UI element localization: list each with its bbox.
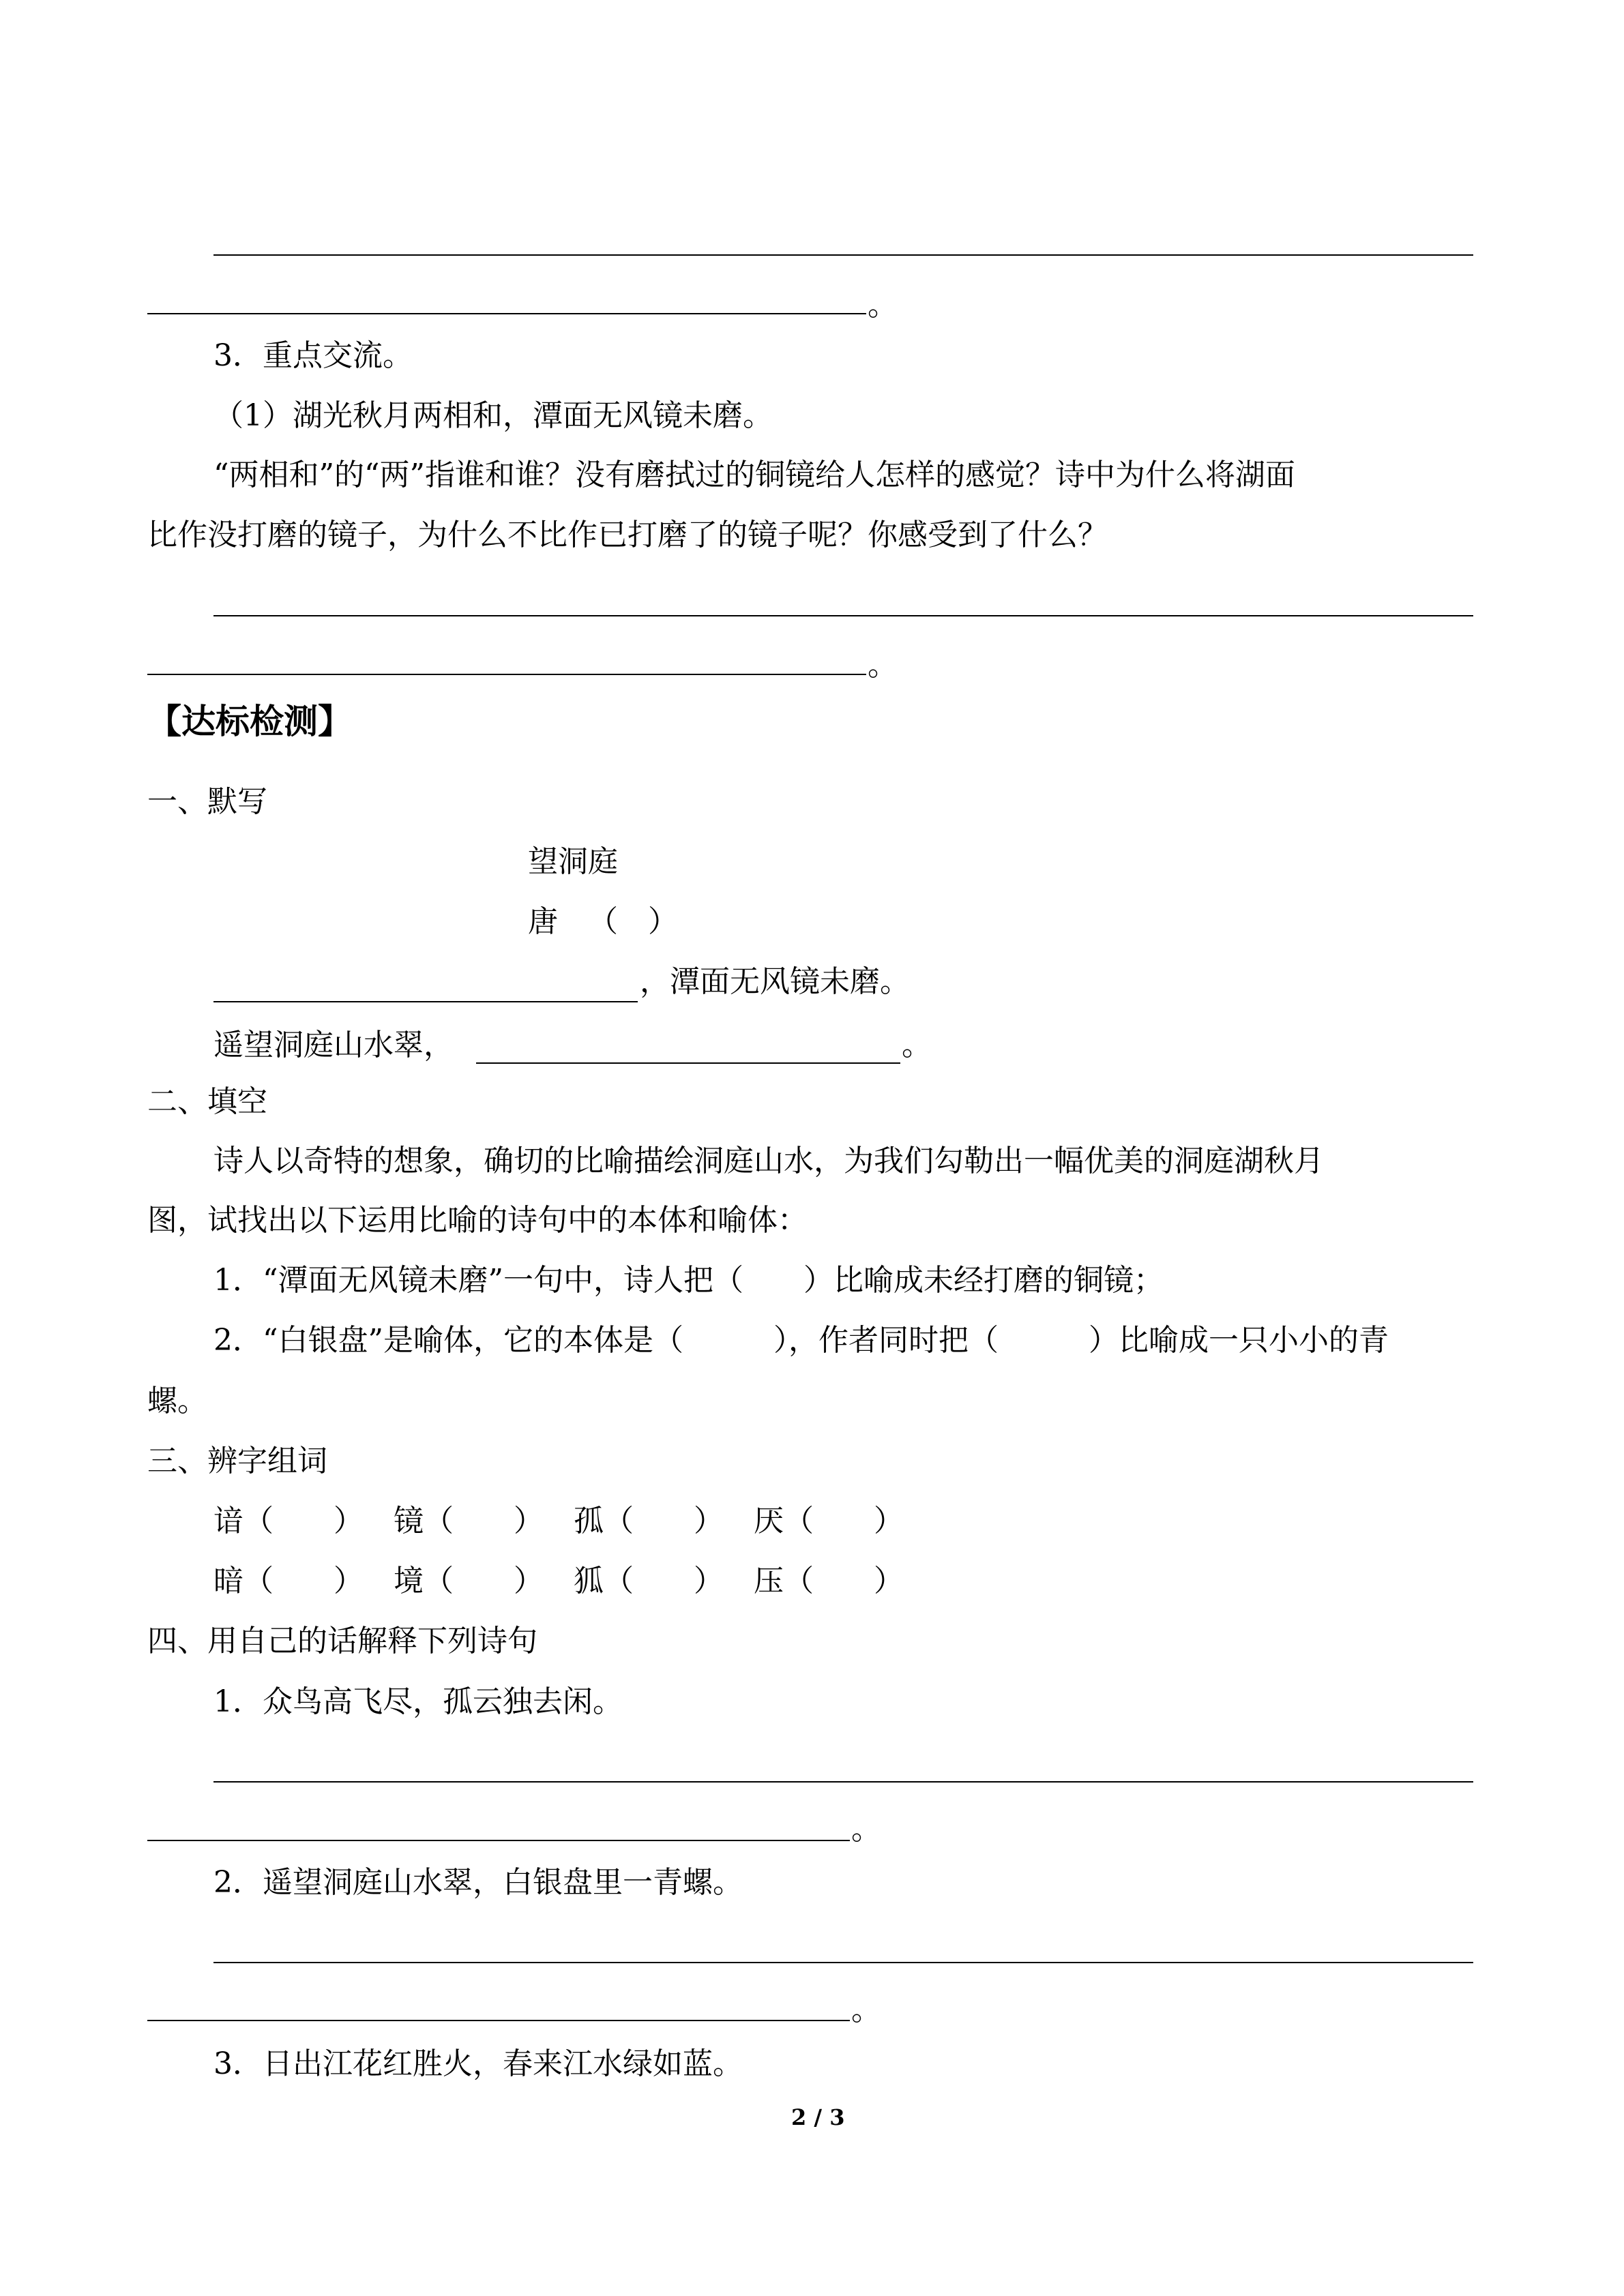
- question-3-paragraph-line1: “两相和”的“两”指谁和谁？没有磨拭过的铜镜给人怎样的感觉？诗中为什么将湖面: [213, 458, 1295, 492]
- answer-line[interactable]: [213, 1781, 1473, 1783]
- poem-line2-suffix: 。: [902, 1028, 932, 1062]
- poem-blank-2[interactable]: [476, 1062, 900, 1064]
- part3-row1-item: 镜（ ）: [394, 1504, 544, 1538]
- part4-question-2: 2．遥望洞庭山水翠，白银盘里一青螺。: [213, 1865, 743, 1900]
- part3-row2-item: 压（ ）: [754, 1564, 904, 1598]
- question-3-paragraph-line2: 比作没打磨的镜子，为什么不比作已打磨了的镜子呢？你感受到了什么？: [147, 518, 1108, 552]
- part2-intro-line2: 图，试找出以下运用比喻的诗句中的本体和喻体：: [147, 1203, 808, 1238]
- question-3-1: （1）湖光秋月两相和，潭面无风镜未磨。: [213, 398, 773, 433]
- poem-line2-prefix: 遥望洞庭山水翠，: [213, 1028, 454, 1062]
- answer-line[interactable]: [213, 254, 1473, 256]
- part1-label: 一、默写: [147, 784, 267, 819]
- part3-label: 三、辨字组词: [147, 1444, 327, 1478]
- part3-row1-item: 谙（ ）: [213, 1504, 364, 1538]
- part3-row1-item: 厌（ ）: [754, 1504, 904, 1538]
- part2-label: 二、填空: [147, 1084, 267, 1119]
- part3-row2-item: 暗（ ）: [213, 1564, 364, 1598]
- author-paren-close: ）: [648, 904, 678, 939]
- author-dynasty: 唐: [528, 904, 558, 939]
- part3-row2-item: 狐（ ）: [574, 1564, 724, 1598]
- part3-row1-item: 孤（ ）: [574, 1504, 724, 1538]
- part2-question-2-line2: 螺。: [147, 1384, 207, 1418]
- answer-line[interactable]: [213, 615, 1473, 616]
- part2-question-2-line1: 2．“白银盘”是喻体，它的本体是（ ），作者同时把（ ）比喻成一只小小的青: [213, 1323, 1389, 1358]
- part2-intro-line1: 诗人以奇特的想象，确切的比喻描绘洞庭山水，为我们勾勒出一幅优美的洞庭湖秋月: [213, 1144, 1324, 1178]
- part2-question-1: 1．“潭面无风镜未磨”一句中，诗人把（ ）比喻成未经打磨的铜镜；: [213, 1263, 1164, 1298]
- answer-line[interactable]: [213, 1962, 1473, 1963]
- poem-title: 望洞庭: [528, 844, 618, 879]
- answer-line[interactable]: [147, 2020, 850, 2021]
- answer-line[interactable]: [147, 1840, 850, 1841]
- poem-author-line: [528, 903, 678, 941]
- period: 。: [851, 1812, 881, 1847]
- poem-blank-1[interactable]: [213, 1001, 638, 1002]
- period: 。: [868, 648, 898, 683]
- question-3: 3．重点交流。: [213, 338, 413, 373]
- period: 。: [851, 1993, 881, 2027]
- period: 。: [868, 288, 898, 323]
- section-title: 【达标检测】: [147, 702, 352, 741]
- part3-row2-item: 境（ ）: [394, 1564, 544, 1598]
- part4-question-3: 3．日出江花红胜火，春来江水绿如蓝。: [213, 2046, 743, 2081]
- page-number: 2 / 3: [791, 2104, 845, 2130]
- poem-line1-suffix: ，潭面无风镜未磨。: [640, 964, 910, 999]
- answer-line[interactable]: [147, 674, 866, 675]
- answer-line[interactable]: [147, 313, 866, 314]
- author-paren-open: （: [588, 904, 618, 939]
- part4-label: 四、用自己的话解释下列诗句: [147, 1624, 537, 1658]
- part4-question-1: 1．众鸟高飞尽，孤云独去闲。: [213, 1684, 623, 1719]
